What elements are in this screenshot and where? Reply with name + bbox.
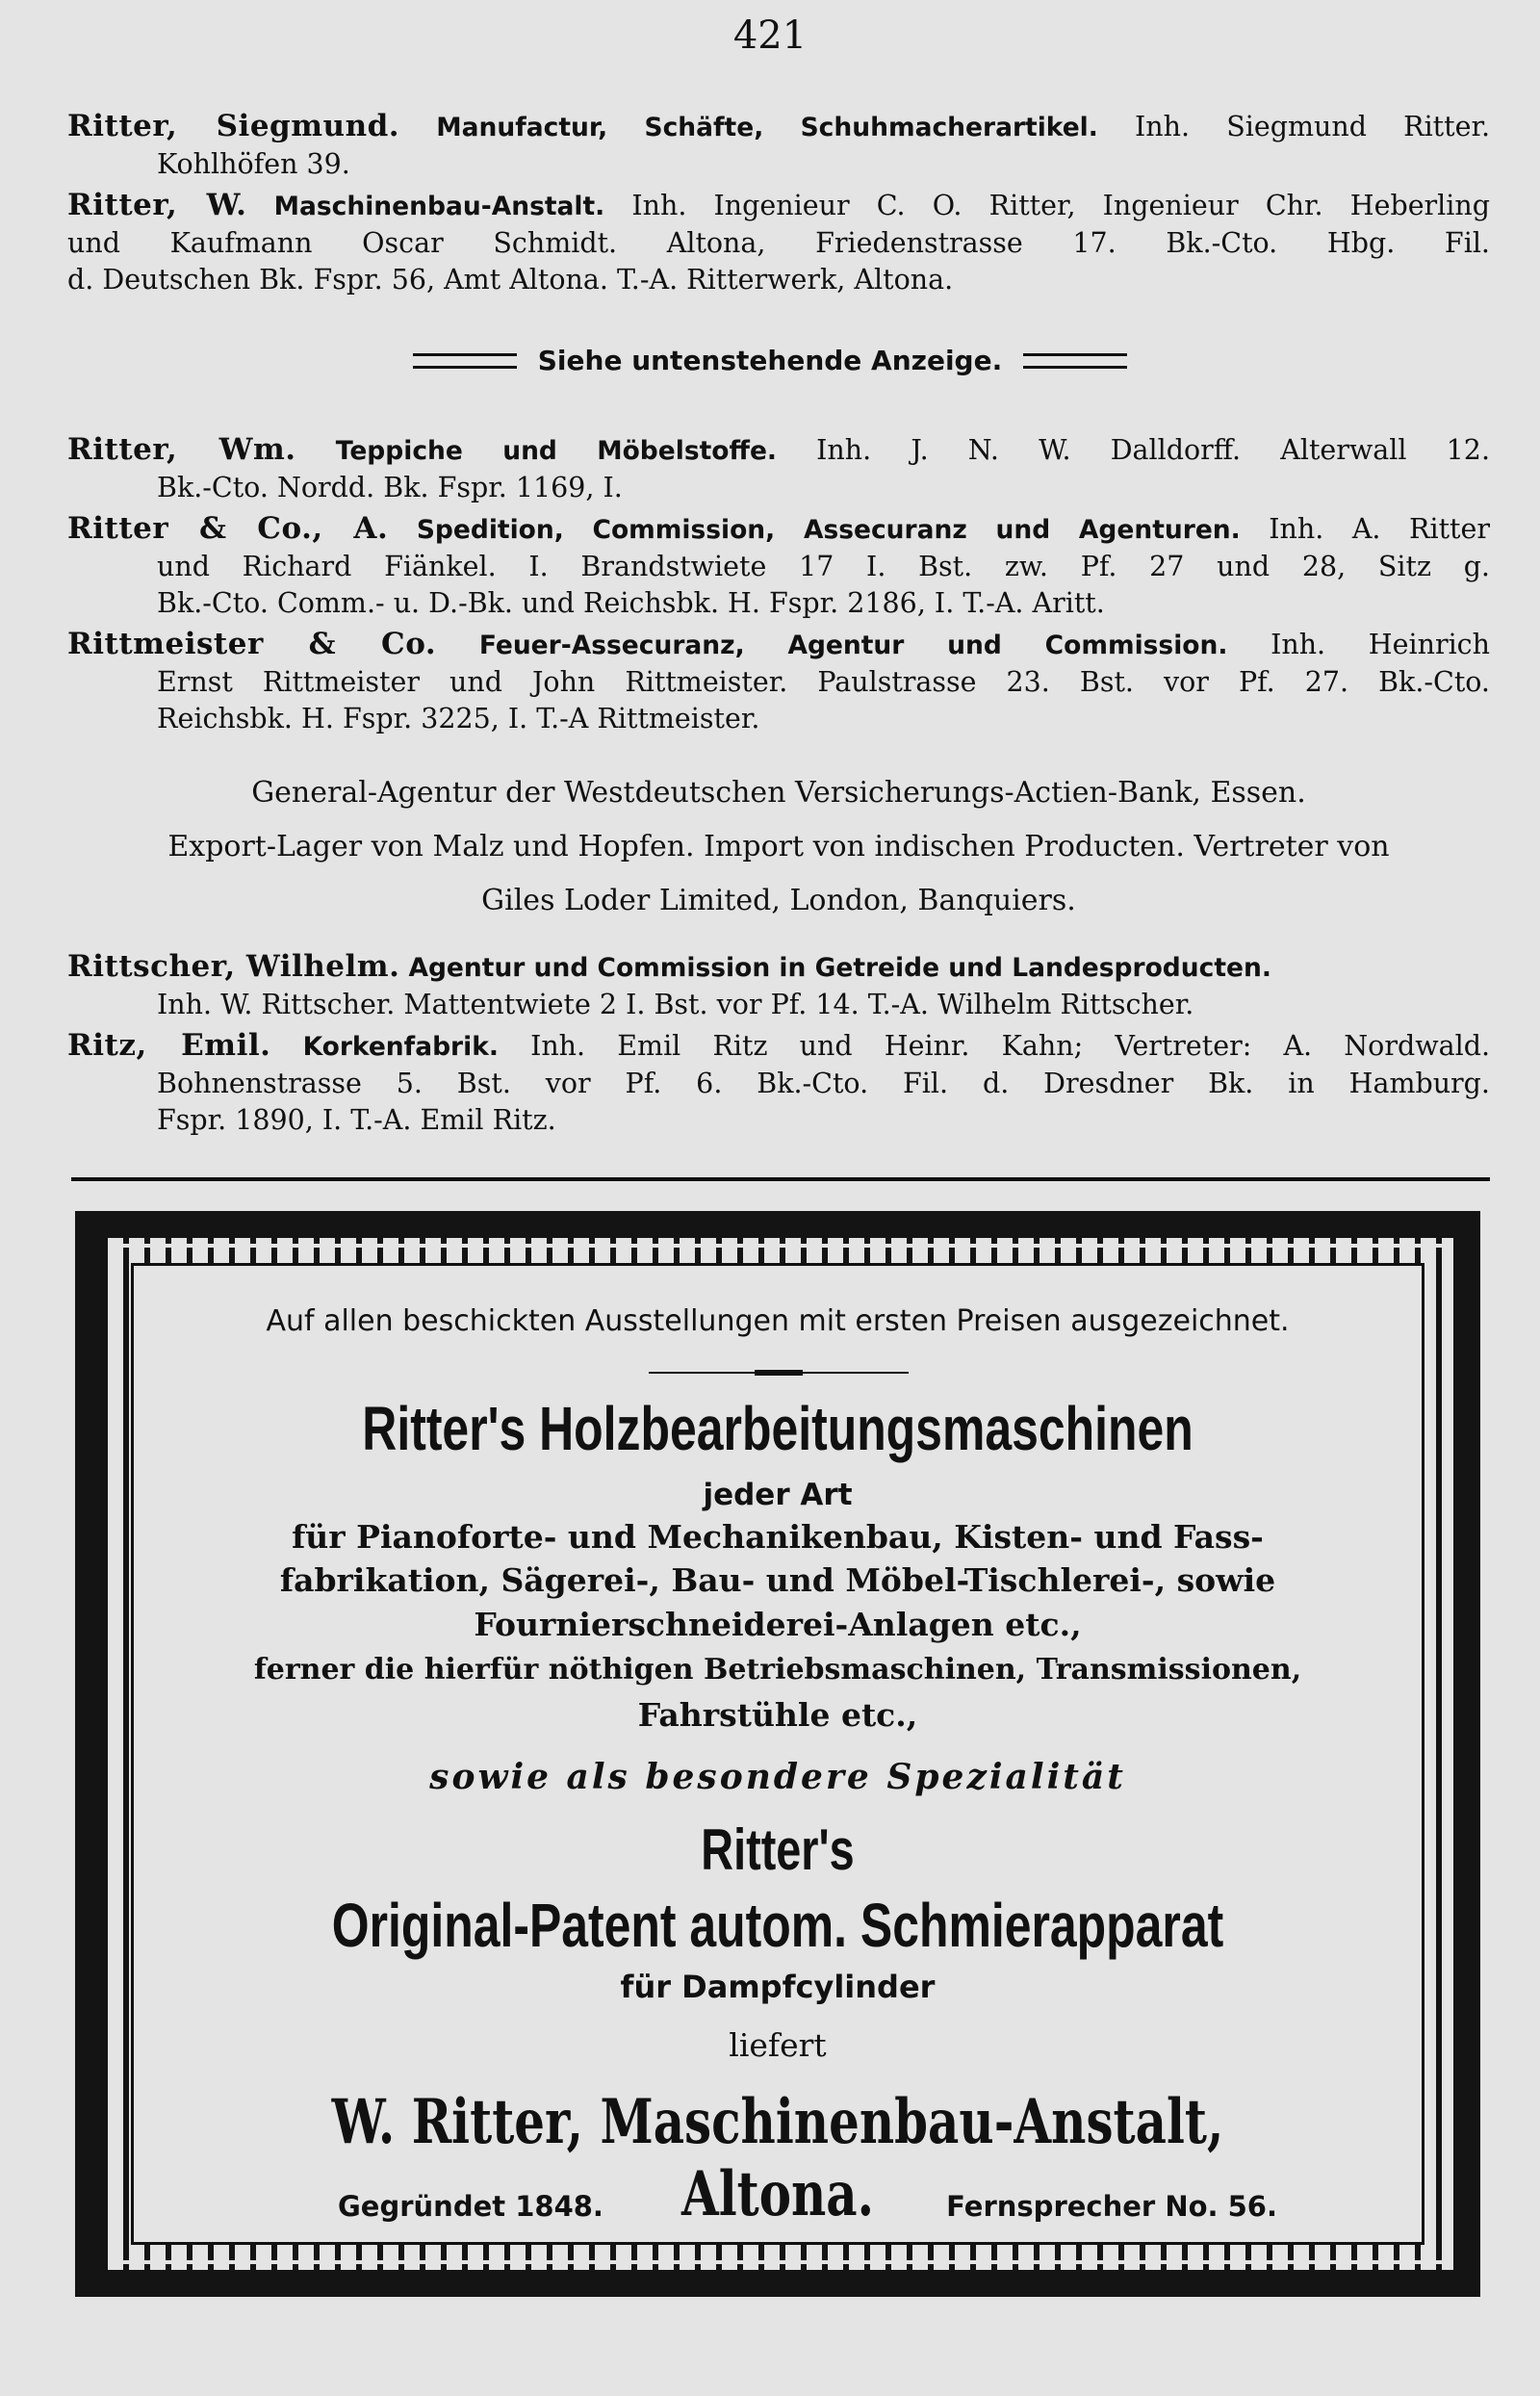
double-rule-left	[413, 353, 517, 369]
entries-middle	[67, 431, 1490, 741]
entry-line: Bk.-Cto. Comm.- u. D.-Bk. und Reichsbk. H. Fspr. 2186, I. T.-A. Aritt.	[157, 587, 1105, 619]
entry-rittscher-wilhelm	[67, 948, 1490, 1023]
see-below-note	[0, 345, 1540, 376]
entry-business: Manufactur, Schäfte, Schuhmacherartikel.	[436, 113, 1098, 142]
entry-ritter-siegmund	[67, 108, 1490, 183]
entry-business: Agentur und Commission in Getreide und Landesproducten.	[408, 953, 1271, 983]
entry-ritz-emil	[67, 1027, 1490, 1139]
entry-line: Inh. W. Rittscher. Mattentwiete 2 I. Bst. vor Pf. 14. T.-A. Wilhelm Rittscher.	[157, 989, 1194, 1020]
entry-line: Bk.-Cto. Nordd. Bk. Fspr. 1169, I.	[157, 472, 623, 503]
ad-headline: Ritter's Holzbearbeitungsmaschinen	[362, 1394, 1194, 1463]
entry-line: Kohlhöfen 39.	[157, 148, 350, 180]
entries-upper	[67, 108, 1490, 302]
advertisement	[131, 1263, 1424, 2245]
ad-line-e: Fahrstühle etc.,	[637, 1696, 918, 1734]
entry-business: Maschinenbau-Anstalt.	[273, 192, 605, 221]
ad-phone: Fernsprecher No. 56.	[946, 2190, 1277, 2223]
section-divider	[71, 1177, 1490, 1181]
ad-jeder-art: jeder Art	[703, 1478, 853, 1512]
ad-footer	[134, 2190, 1422, 2223]
ad-spezial: sowie als besondere Spezialität	[429, 1757, 1126, 1797]
entry-line: und Kaufmann Oscar Schmidt. Altona, Friedenstrasse 17. Bk.-Cto. Hbg. Fil.	[67, 227, 1490, 259]
entry-business: Korkenfabrik.	[302, 1032, 499, 1062]
entry-name: Rittscher, Wilhelm.	[67, 949, 400, 984]
ad-line-b: fabrikation, Sägerei-, Bau- und Möbel-Tischlerei-, sowie	[279, 1561, 1276, 1599]
entry-line: und Richard Fiänkel. I. Brandstwiete 17 I. Bst. zw. Pf. 27 und 28, Sitz g.	[157, 551, 1490, 582]
note-line: Giles Loder Limited, London, Banquiers.	[481, 884, 1076, 917]
entry-name: Ritz, Emil.	[67, 1028, 271, 1063]
entry-name: Rittmeister & Co.	[67, 627, 437, 661]
entry-text: Inh. Ingenieur C. O. Ritter, Ingenieur Chr. Heberling	[631, 190, 1490, 221]
entry-business: Spedition, Commission, Assecuranz und Agenturen.	[416, 515, 1241, 545]
entries-lower	[67, 948, 1490, 1143]
entry-text: Inh. Heinrich	[1270, 629, 1490, 660]
entry-text: Inh. Emil Ritz und Heinr. Kahn; Vertreter: A. Nordwald.	[530, 1030, 1490, 1062]
ad-ornament-rule	[649, 1372, 909, 1374]
ad-product-name: Ritter's	[701, 1817, 855, 1882]
ad-founded: Gegründet 1848.	[338, 2190, 603, 2223]
entry-text: Inh. Siegmund Ritter.	[1135, 111, 1490, 142]
see-below-text: Siehe untenstehende Anzeige.	[537, 345, 1003, 376]
entry-rittmeister-co	[67, 626, 1490, 737]
entry-business: Teppiche und Möbelstoffe.	[335, 436, 777, 466]
double-rule-right	[1023, 353, 1127, 369]
entry-name: Ritter, Wm.	[67, 432, 296, 467]
entry-ritter-wm	[67, 431, 1490, 506]
entry-ritter-co-a	[67, 510, 1490, 622]
entry-text: Inh. A. Ritter	[1269, 513, 1490, 545]
entry-line: Fspr. 1890, I. T.-A. Emil Ritz.	[157, 1104, 556, 1136]
ad-award: Auf allen beschickten Ausstellungen mit ersten Preisen ausgezeichnet.	[266, 1304, 1290, 1338]
note-line: General-Agentur der Westdeutschen Versicherungs-Actien-Bank, Essen.	[251, 776, 1306, 810]
ad-product-title: Original-Patent autom. Schmierapparat	[331, 1891, 1224, 1960]
ad-company: W. Ritter, Maschinenbau-Anstalt, Altona.	[331, 2086, 1224, 2230]
entry-ritter-w	[67, 187, 1490, 298]
entry-text: Inh. J. N. W. Dalldorff. Alterwall 12.	[816, 434, 1490, 466]
entry-line: d. Deutschen Bk. Fspr. 56, Amt Altona. T.-A. Ritterwerk, Altona.	[67, 264, 954, 296]
entry-name: Ritter & Co., A.	[67, 511, 389, 546]
page-number: 421	[732, 13, 808, 58]
entry-business: Feuer-Assecuranz, Agentur und Commission.	[478, 631, 1228, 660]
entry-line: Bohnenstrasse 5. Bst. vor Pf. 6. Bk.-Cto. Fil. d. Dresdner Bk. in Hamburg.	[157, 1068, 1490, 1099]
ad-line-c: Fournierschneiderei-Anlagen etc.,	[474, 1606, 1082, 1643]
ad-product-sub: für Dampfcylinder	[620, 1969, 936, 2005]
entry-line: Reichsbk. H. Fspr. 3225, I. T.-A Rittmeister.	[157, 703, 760, 734]
ad-liefert: liefert	[729, 2026, 827, 2064]
note-line: Export-Lager von Malz und Hopfen. Import von indischen Producten. Vertreter von	[167, 830, 1390, 863]
entry-name: Ritter, Siegmund.	[67, 109, 400, 143]
entry-line: Ernst Rittmeister und John Rittmeister. Paulstrasse 23. Bst. vor Pf. 27. Bk.-Cto.	[157, 666, 1490, 698]
ad-line-a: für Pianoforte- und Mechanikenbau, Kisten- und Fass-	[292, 1518, 1264, 1556]
rittmeister-notes	[67, 766, 1490, 928]
ad-line-d: ferner die hierfür nöthigen Betriebsmaschinen, Transmissionen,	[253, 1653, 1302, 1687]
entry-name: Ritter, W.	[67, 188, 247, 222]
